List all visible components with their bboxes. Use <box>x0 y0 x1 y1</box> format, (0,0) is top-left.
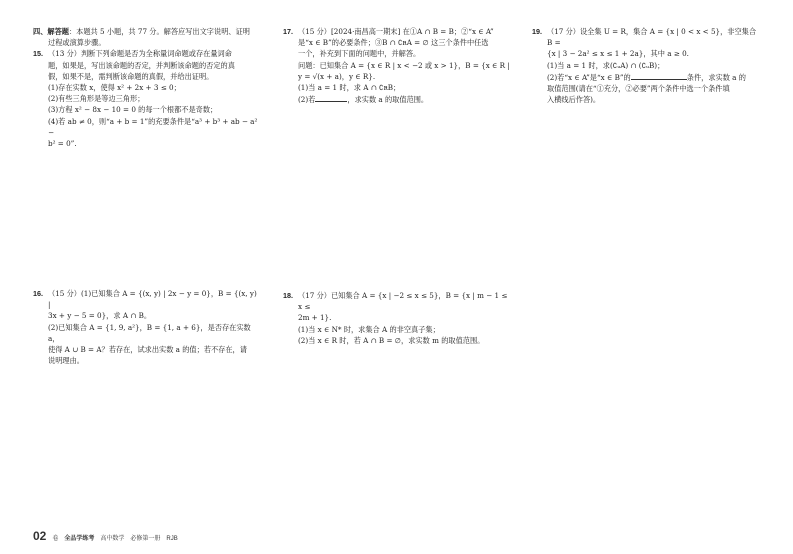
footer-book: 必修第一册 <box>130 536 161 542</box>
column-left-top <box>33 26 261 149</box>
question-item: (3)方程 x² − 8x − 10 = 0 的每一个根都不是奇数； <box>48 105 218 115</box>
question-16 <box>33 288 261 366</box>
section-desc-cont: 过程或演算步骤。 <box>48 38 106 48</box>
question-body <box>48 288 261 366</box>
question-text-line: 取值范围(请在“①充分，②必要”两个条件中选一个条件填 <box>547 84 730 94</box>
page-footer <box>33 526 178 542</box>
column-middle-top <box>283 26 511 105</box>
question-text-line: 一个，补充到下面的问题中，并解答。 <box>298 49 421 59</box>
question-item: (2)已知集合 A = {1, 9, a²}，B = {1, a + 6}，是否存在实数 a， <box>48 322 251 343</box>
footer-subject: 高中数学 <box>100 536 125 542</box>
question-text-line: （17 分）已知集合 A = {x | −2 ≤ x ≤ 5}，B = {x | m − 1 ≤ x ≤ <box>298 291 508 312</box>
question-text-line: （15 分）[2024·南昌高一期末] 在①A ∩ B = B；②“x ∈ A” <box>298 27 494 36</box>
question-item: (2)有些三角形是等边三角形； <box>48 94 145 104</box>
question-item: (1)当 a = 1 时，求(∁ᵤA) ∩ (∁ᵤB)； <box>547 60 665 70</box>
question-text-line: {x | 3 − 2a² ≤ x ≤ 1 + 2a}，其中 a ≥ 0. <box>547 49 689 59</box>
question-number: 19. <box>532 27 542 36</box>
question-number: 16. <box>33 289 43 298</box>
question-text-line: 题，如果是，写出该命题的否定，并判断该命题的否定的真 <box>48 60 235 70</box>
question-text-line: 说明理由。 <box>48 356 84 366</box>
question-item-2 <box>298 93 511 105</box>
footer-edition: RJB <box>166 536 178 542</box>
question-item: (1)当 a = 1 时，求 A ∩ ∁ʀB； <box>298 83 401 93</box>
question-item: (4)若 ab ≠ 0，则“a + b = 1”的充要条件是“a³ + b³ + ab − a² − <box>48 116 258 137</box>
footer-brand: 全品学练考 <box>64 536 95 542</box>
item-text: 条件，求实数 a 的 <box>686 72 746 82</box>
question-body <box>547 26 760 105</box>
column-right-top <box>532 26 760 105</box>
question-text-line: 2m + 1}. <box>298 313 332 323</box>
question-item: (1)存在实数 x，使得 x² + 2x + 3 ≤ 0； <box>48 83 181 93</box>
item-text: (2)若 <box>298 95 316 105</box>
question-body <box>298 26 511 105</box>
question-text-line: （17 分）设全集 U = R，集合 A = {x | 0 < x < 5}，非空集合 B = <box>547 27 757 48</box>
question-19 <box>532 26 760 105</box>
question-item-2 <box>547 71 760 83</box>
question-item: (1)当 x ∈ N* 时，求集合 A 的非空真子集； <box>298 324 440 334</box>
section-desc: ：本题共 5 小题，共 77 分。解答应写出文字说明、证明 <box>68 27 250 36</box>
question-body <box>298 290 511 346</box>
question-text-line: （13 分）判断下列命题是否为全称量词命题或存在量词命 <box>48 49 232 59</box>
question-number: 17. <box>283 27 293 36</box>
question-text-line: y = √(x + a)，y ∈ R}. <box>298 71 376 81</box>
question-number: 18. <box>283 291 293 300</box>
answer-blank[interactable] <box>631 71 687 80</box>
column-left-bottom <box>33 288 261 366</box>
question-number: 15. <box>33 49 43 59</box>
section-title: 四、解答题 <box>33 27 69 36</box>
question-item: b² = 0”. <box>48 139 77 149</box>
question-item: (2)当 x ∈ R 时，若 A ∩ B = ∅，求实数 m 的取值范围。 <box>298 335 485 345</box>
question-text-line: （15 分）(1)已知集合 A = {(x, y) | 2x − y = 0}，B = {(x, y) | <box>48 289 257 310</box>
question-text-line: 假，如果不是，需判断该命题的真假，并给出证明。 <box>48 71 214 81</box>
item-text: ，求实数 a 的取值范围。 <box>347 95 429 105</box>
footer-mark: 卷 <box>52 536 59 542</box>
question-15 <box>33 48 261 149</box>
page-number: 02 <box>33 529 47 543</box>
question-text-line: 问题：已知集合 A = {x ∈ R | x < −2 或 x > 1}，B = {x ∈ R | <box>298 60 510 70</box>
answer-blank[interactable] <box>315 93 347 102</box>
question-text-line: 使得 A ∪ B = A？若存在，试求出实数 a 的值；若不存在，请 <box>48 345 247 355</box>
question-body <box>48 48 261 149</box>
question-17 <box>283 26 511 105</box>
section-header <box>33 26 261 37</box>
question-text-line: 是“x ∈ B”的必要条件；③B ∩ ∁ʀA = ∅ 这三个条件中任选 <box>298 38 489 48</box>
question-text-line: 入横线后作答)。 <box>547 95 601 105</box>
question-18 <box>283 290 511 346</box>
column-middle-bottom <box>283 290 511 346</box>
question-text-line: 3x + y − 5 = 0}，求 A ∩ B。 <box>48 311 152 321</box>
item-text: (2)若“x ∈ A”是“x ∈ B”的 <box>547 72 631 82</box>
